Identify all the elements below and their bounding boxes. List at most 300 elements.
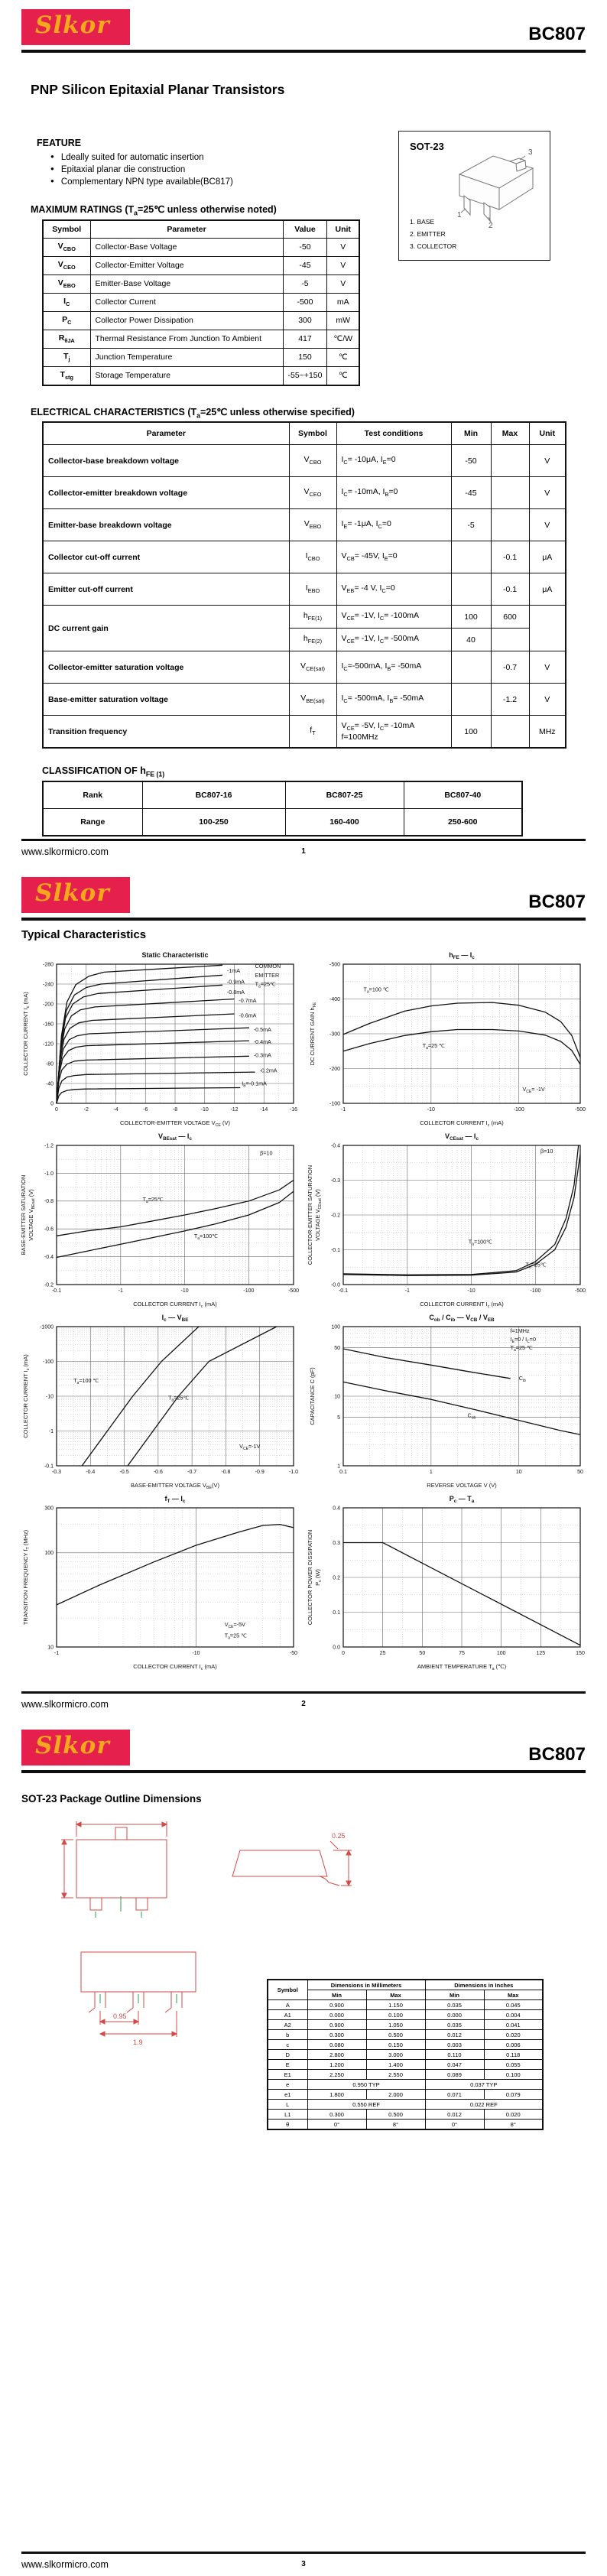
svg-text:Ta=100℃: $T_a=100℃$ bbox=[468, 1238, 493, 1247]
pin-2-label: 2. EMITTER bbox=[410, 229, 446, 238]
svg-text:Ta=25 ℃: $T_a=25$ ℃ bbox=[510, 1343, 534, 1353]
datasheet-page-1 bbox=[0, 0, 607, 868]
svg-text:-16: -16 bbox=[289, 1107, 298, 1113]
table-cell: 0.089 bbox=[425, 2070, 484, 2080]
footer-page-number: 2 bbox=[301, 1700, 306, 1708]
slkor-logo: Slkor bbox=[21, 877, 130, 913]
svg-text:-0.6: -0.6 bbox=[44, 1226, 54, 1233]
svg-text:-1mA: -1mA bbox=[226, 967, 240, 975]
table-cell: A bbox=[268, 2000, 307, 2010]
svg-text:-0.7: -0.7 bbox=[187, 1470, 197, 1475]
table-header-cell: Rank bbox=[43, 781, 142, 809]
table-cell: 0.020 bbox=[484, 2110, 543, 2120]
svg-text:VBEsat — Ic: $V_{BEsat}$ — $I_c$ bbox=[158, 1132, 192, 1142]
table-cell: 0.300 bbox=[307, 2110, 366, 2120]
svg-text:β=10: β=10 bbox=[540, 1148, 553, 1155]
svg-text:-1.0: -1.0 bbox=[44, 1171, 54, 1177]
table-cell: 0.037 TYP bbox=[425, 2080, 543, 2090]
table-cell bbox=[491, 445, 529, 477]
table-cell: 2.250 bbox=[307, 2070, 366, 2080]
table-cell: -50 bbox=[283, 238, 327, 256]
svg-text:100: 100 bbox=[331, 1324, 340, 1330]
svg-text:COLLECTOR CURRENT Ic (mA): COLLECTOR CURRENT $I_c$ (mA) bbox=[22, 1354, 31, 1438]
header-rule bbox=[21, 50, 586, 53]
pin-1-label: 1. BASE bbox=[410, 217, 435, 226]
table-cell: E bbox=[268, 2060, 307, 2070]
table-cell: Collector-Emitter Voltage bbox=[90, 256, 283, 274]
table-cell: V bbox=[327, 256, 359, 274]
table-cell: Collector Current bbox=[90, 293, 283, 311]
typical-characteristics-heading: Typical Characteristics bbox=[21, 928, 147, 941]
table-cell: $P_C$ bbox=[43, 311, 90, 330]
svg-text:Ta=100 ℃: $T_a=100$ ℃ bbox=[73, 1376, 99, 1385]
svg-text:VCE=-5V: $V_{CE}=-5V$ bbox=[224, 1621, 245, 1630]
table-cell: 0.012 bbox=[425, 2110, 484, 2120]
svg-text:-0.4: -0.4 bbox=[330, 1143, 340, 1149]
table-cell: e bbox=[268, 2080, 307, 2090]
svg-text:-500: -500 bbox=[574, 1107, 586, 1113]
table-cell: -0.1 bbox=[491, 541, 529, 573]
table-header-cell: BC807-16 bbox=[142, 781, 285, 809]
table-cell: $R_{\theta JA}$ bbox=[43, 330, 90, 348]
table-cell bbox=[529, 606, 566, 651]
table-cell: 1.400 bbox=[366, 2060, 425, 2070]
table-cell: 0.150 bbox=[366, 2040, 425, 2050]
table-cell: 0.550 REF bbox=[307, 2100, 425, 2110]
table-cell: 1.800 bbox=[307, 2090, 366, 2100]
svg-text:125: 125 bbox=[536, 1651, 546, 1656]
table-cell: 40 bbox=[451, 629, 491, 651]
pin-assignment bbox=[410, 216, 456, 252]
table-cell: 100 bbox=[451, 606, 491, 629]
table-cell: 0.950 TYP bbox=[307, 2080, 425, 2090]
table-cell: 1.150 bbox=[366, 2000, 425, 2010]
table-cell: -0.7 bbox=[491, 651, 529, 684]
chart-capacitance-vs-voltage bbox=[305, 1310, 589, 1491]
table-cell: $V_{CE}= -1V$, $I_C= -500mA$ bbox=[336, 629, 451, 651]
table-cell: $I_C= -500mA$, $I_B= -50mA$ bbox=[336, 684, 451, 716]
svg-text:COLLECTOR CURRENT Ic (mA): COLLECTOR CURRENT $I_c$ (mA) bbox=[420, 1301, 504, 1309]
table-cell: L bbox=[268, 2100, 307, 2110]
svg-text:-6: -6 bbox=[143, 1107, 148, 1113]
table-cell: 0.003 bbox=[425, 2040, 484, 2050]
svg-text:AMBIENT TEMPERATURE Ta (℃): AMBIENT TEMPERATURE $T_a$ (℃) bbox=[417, 1663, 507, 1671]
svg-text:-0.4mA: -0.4mA bbox=[253, 1038, 271, 1045]
chart-hfe-vs-ic bbox=[305, 947, 589, 1129]
package-box bbox=[398, 131, 550, 261]
svg-text:-100: -100 bbox=[42, 1359, 54, 1365]
table-cell: 0.045 bbox=[484, 2000, 543, 2010]
svg-text:COLLECTOR POWER DISSIPATION: COLLECTOR POWER DISSIPATION bbox=[307, 1529, 313, 1626]
svg-text:Ta=100 ℃: $T_a=100$ ℃ bbox=[363, 986, 389, 995]
table-cell: 100-250 bbox=[142, 808, 285, 836]
table-header-cell: Dimensions in Millimeters bbox=[307, 1980, 425, 1990]
footer-page-number: 1 bbox=[301, 847, 306, 856]
svg-text:COLLECTOR CURRENT Ic (mA): COLLECTOR CURRENT $I_c$ (mA) bbox=[133, 1663, 217, 1671]
svg-text:-0.1: -0.1 bbox=[330, 1247, 340, 1253]
table-cell: 0.900 bbox=[307, 2000, 366, 2010]
svg-text:-12: -12 bbox=[230, 1107, 239, 1113]
svg-text:0: 0 bbox=[55, 1107, 58, 1113]
svg-text:-120: -120 bbox=[42, 1041, 54, 1048]
svg-text:-240: -240 bbox=[42, 982, 54, 988]
table-cell: -0.1 bbox=[491, 573, 529, 606]
svg-text:-0.9: -0.9 bbox=[255, 1470, 265, 1475]
svg-text:-1.2: -1.2 bbox=[44, 1143, 54, 1149]
table-cell: 0.110 bbox=[425, 2050, 484, 2060]
table-cell: 0.300 bbox=[307, 2030, 366, 2040]
svg-text:BASE-EMITTER SATURATION: BASE-EMITTER SATURATION bbox=[20, 1174, 27, 1256]
table-cell: A2 bbox=[268, 2020, 307, 2030]
svg-text:VOLTAGE VCEsat (V): VOLTAGE $V_{CEsat}$ (V) bbox=[314, 1189, 323, 1241]
svg-text:TRANSITION FREQUENCY fT (M: TRANSITION FREQUENCY $f_T$ (MHz) bbox=[22, 1529, 31, 1626]
table-cell: -45 bbox=[451, 477, 491, 509]
table-cell: 0.020 bbox=[484, 2030, 543, 2040]
chart-pc-vs-ta bbox=[305, 1491, 589, 1672]
table-cell: V bbox=[529, 477, 566, 509]
table-cell bbox=[451, 541, 491, 573]
svg-text:Ta=25℃: $T_a=25℃$ bbox=[255, 980, 277, 989]
table-cell: 0.900 bbox=[307, 2020, 366, 2030]
svg-text:-1: -1 bbox=[54, 1651, 60, 1656]
table-header-cell: Unit bbox=[327, 220, 359, 239]
svg-text:COLLECTOR CURRENT Ic (mA): COLLECTOR CURRENT $I_c$ (mA) bbox=[420, 1119, 504, 1128]
table-cell: $V_{CE}= -1V$, $I_C= -100mA$ bbox=[336, 606, 451, 629]
table-cell: Collector Power Dissipation bbox=[90, 311, 283, 330]
table-cell: 2.550 bbox=[366, 2070, 425, 2080]
table-header-cell: Max bbox=[491, 422, 529, 445]
table-cell: Storage Temperature bbox=[90, 366, 283, 385]
svg-text:-2: -2 bbox=[83, 1107, 89, 1113]
svg-text:-200: -200 bbox=[42, 1002, 54, 1008]
table-cell: $T_j$ bbox=[43, 348, 90, 366]
svg-text:IB=-0.1mA: $I_B=-0.1mA$ bbox=[242, 1080, 267, 1089]
table-cell bbox=[491, 509, 529, 541]
svg-text:Cob / Cib — VCB / VEB: $C_{ob} / C_{ib}$ — $V_{CB} / V_{EB}$ bbox=[429, 1314, 495, 1323]
page-header bbox=[21, 1720, 586, 1773]
pin-3-label: 3. COLLECTOR bbox=[410, 242, 457, 250]
svg-text:Cib: $C_{ib}$ bbox=[518, 1375, 526, 1384]
table-cell: V bbox=[327, 274, 359, 293]
table-cell: 300 bbox=[283, 311, 327, 330]
svg-text:DC CURRENT GAIN hFE: DC CURRENT GAIN $h_{FE}$ bbox=[309, 1002, 317, 1066]
table-cell: 1.050 bbox=[366, 2020, 425, 2030]
table-header-cell: Unit bbox=[529, 422, 566, 445]
svg-text:-10: -10 bbox=[45, 1394, 54, 1400]
table-cell: 100 bbox=[451, 716, 491, 749]
feature-item: ● Epitaxial planar die construction bbox=[50, 165, 607, 174]
table-cell: $V_{CEO}$ bbox=[289, 477, 336, 509]
svg-text:COMMON: COMMON bbox=[255, 963, 281, 970]
svg-text:1: 1 bbox=[337, 1463, 340, 1470]
header-rule bbox=[21, 1770, 586, 1773]
svg-text:-1: -1 bbox=[48, 1428, 54, 1434]
table-header-cell: Dimensions in Inches bbox=[425, 1980, 543, 1990]
table-cell: $I_C=-500mA$, $I_B= -50mA$ bbox=[336, 651, 451, 684]
table-cell: e1 bbox=[268, 2090, 307, 2100]
table-header-cell: Min bbox=[451, 422, 491, 445]
table-cell: V bbox=[529, 509, 566, 541]
table-cell: 0.000 bbox=[307, 2010, 366, 2020]
page-footer bbox=[21, 2552, 586, 2571]
svg-text:-0.3: -0.3 bbox=[51, 1470, 62, 1475]
svg-text:VCE= -1V: $V_{CE}= -1V$ bbox=[522, 1086, 545, 1095]
svg-text:Ic — VBE: $I_c$ — $V_{BE}$ bbox=[161, 1314, 189, 1323]
svg-text:0: 0 bbox=[50, 1101, 54, 1107]
table-cell: Collector-Base Voltage bbox=[90, 238, 283, 256]
table-cell: Collector-base breakdown voltage bbox=[43, 445, 289, 477]
table-cell: V bbox=[529, 651, 566, 684]
table-cell: Thermal Resistance From Junction To Ambient bbox=[90, 330, 283, 348]
svg-text:-10: -10 bbox=[192, 1651, 200, 1656]
table-cell: 0.055 bbox=[484, 2060, 543, 2070]
footer-page-number: 3 bbox=[301, 2560, 306, 2568]
table-cell: $V_{CEO}$ bbox=[43, 256, 90, 274]
table-cell: 417 bbox=[283, 330, 327, 348]
table-cell: $I_C= -10\mu A$, $I_E=0$ bbox=[336, 445, 451, 477]
table-cell: V bbox=[529, 445, 566, 477]
table-cell: DC current gain bbox=[43, 606, 289, 651]
chart-ft-vs-ic bbox=[18, 1491, 303, 1672]
svg-text:150: 150 bbox=[576, 1651, 585, 1656]
footer-url: www.slkormicro.com bbox=[21, 846, 109, 857]
table-cell bbox=[451, 651, 491, 684]
svg-text:50: 50 bbox=[419, 1651, 426, 1656]
table-header-cell: Test conditions bbox=[336, 422, 451, 445]
table-cell: $I_C$ bbox=[43, 293, 90, 311]
table-cell: 0.071 bbox=[425, 2090, 484, 2100]
table-cell: Collector cut-off current bbox=[43, 541, 289, 573]
svg-text:-14: -14 bbox=[260, 1107, 268, 1113]
svg-text:50: 50 bbox=[577, 1470, 583, 1475]
svg-text:-0.2: -0.2 bbox=[44, 1282, 54, 1288]
svg-text:VCE=-1V: $V_{CE}=-1V$ bbox=[239, 1443, 261, 1452]
package-name: SOT-23 bbox=[410, 141, 444, 152]
table-cell: 600 bbox=[491, 606, 529, 629]
svg-text:Ta=25℃: $T_a=25℃$ bbox=[525, 1261, 547, 1270]
svg-text:-100: -100 bbox=[513, 1107, 524, 1113]
svg-text:-4: -4 bbox=[113, 1107, 118, 1113]
classification-heading: CLASSIFICATION OF $h_{FE (1)}$ bbox=[42, 765, 165, 778]
table-header-cell: Min bbox=[425, 1990, 484, 2000]
svg-text:Ta=25℃: $T_a=25℃$ bbox=[142, 1195, 164, 1204]
svg-text:-1000: -1000 bbox=[40, 1324, 54, 1330]
table-cell: 250-600 bbox=[404, 808, 522, 836]
table-cell: $V_{EBO}$ bbox=[43, 274, 90, 293]
pin-number-3: 3 bbox=[528, 148, 533, 157]
table-cell: $f_T$ bbox=[289, 716, 336, 749]
table-cell: b bbox=[268, 2030, 307, 2040]
table-header-cell: Parameter bbox=[43, 422, 289, 445]
table-cell: 0.000 bbox=[425, 2010, 484, 2020]
svg-text:100: 100 bbox=[44, 1551, 54, 1557]
part-number: BC807 bbox=[528, 1744, 586, 1765]
svg-text:100: 100 bbox=[496, 1651, 506, 1656]
svg-text:-0.1: -0.1 bbox=[338, 1288, 349, 1294]
svg-text:hFE — Ic: $h_{FE}$ — $I_c$ bbox=[449, 951, 475, 960]
svg-text:-0.8: -0.8 bbox=[221, 1470, 231, 1475]
svg-text:-40: -40 bbox=[45, 1081, 54, 1087]
table-cell: L1 bbox=[268, 2110, 307, 2120]
svg-text:10: 10 bbox=[334, 1394, 340, 1400]
table-cell: E1 bbox=[268, 2070, 307, 2080]
table-header-cell: Symbol bbox=[43, 220, 90, 239]
table-cell: 0.100 bbox=[484, 2070, 543, 2080]
table-cell: 150 bbox=[283, 348, 327, 366]
svg-text:COLLECTOR-EMITTER SATURATION: COLLECTOR-EMITTER SATURATION bbox=[307, 1165, 313, 1265]
slkor-logo: Slkor bbox=[21, 1730, 130, 1766]
svg-text:-200: -200 bbox=[329, 1066, 340, 1072]
dimensions-table bbox=[267, 1979, 544, 2130]
feature-item: ● Complementary NPN type available(BC817) bbox=[50, 177, 607, 187]
table-cell: 0.047 bbox=[425, 2060, 484, 2070]
svg-text:Ta=25 ℃: $T_a=25$ ℃ bbox=[422, 1042, 446, 1051]
svg-text:-0.2: -0.2 bbox=[330, 1213, 340, 1219]
svg-text:0.2: 0.2 bbox=[333, 1575, 340, 1581]
svg-text:-500: -500 bbox=[329, 962, 340, 968]
svg-text:5: 5 bbox=[337, 1415, 340, 1421]
svg-text:-0.9mA: -0.9mA bbox=[226, 978, 245, 986]
table-cell bbox=[491, 716, 529, 749]
document-title: PNP Silicon Epitaxial Planar Transistors bbox=[31, 82, 285, 97]
table-cell: 0.100 bbox=[366, 2010, 425, 2020]
slkor-logo: Slkor bbox=[21, 9, 130, 45]
table-cell: ℃/W bbox=[327, 330, 359, 348]
lead-radius-label: 0.25 bbox=[332, 1832, 346, 1840]
table-cell: -5 bbox=[283, 274, 327, 293]
svg-text:-10: -10 bbox=[180, 1288, 189, 1294]
svg-text:75: 75 bbox=[459, 1651, 465, 1656]
svg-text:-8: -8 bbox=[172, 1107, 178, 1113]
svg-text:β=10: β=10 bbox=[260, 1149, 273, 1157]
svg-text:-10: -10 bbox=[427, 1107, 435, 1113]
electrical-characteristics-table bbox=[42, 421, 607, 749]
table-cell: $V_{CE}= -5V$, $I_C= -10mA$ f=100MHz bbox=[336, 716, 451, 749]
svg-text:0.0: 0.0 bbox=[333, 1645, 340, 1651]
svg-text:Ta=25 ℃: $T_a=25$ ℃ bbox=[224, 1632, 248, 1641]
table-header-cell: Symbol bbox=[268, 1980, 307, 2000]
svg-text:-1: -1 bbox=[404, 1288, 410, 1294]
chart-vbesat-vs-ic bbox=[18, 1129, 303, 1310]
table-cell: V bbox=[529, 684, 566, 716]
page-footer bbox=[21, 1691, 586, 1711]
table-cell: 0.006 bbox=[484, 2040, 543, 2050]
svg-text:0.1: 0.1 bbox=[339, 1470, 347, 1475]
table-cell: mA bbox=[327, 293, 359, 311]
table-cell: μA bbox=[529, 541, 566, 573]
table-cell: 0.035 bbox=[425, 2000, 484, 2010]
table-cell: $V_{CB}= -45V$, $I_E=0$ bbox=[336, 541, 451, 573]
datasheet-page-3 bbox=[0, 1720, 607, 2576]
svg-text:-1: -1 bbox=[340, 1107, 346, 1113]
svg-text:-0.6: -0.6 bbox=[153, 1470, 163, 1475]
table-cell: Junction Temperature bbox=[90, 348, 283, 366]
max-ratings-heading: MAXIMUM RATINGS ($T_a=25℃$ unless otherwise noted) bbox=[31, 204, 277, 217]
chart-ic-vs-vbe bbox=[18, 1310, 303, 1491]
svg-text:-500: -500 bbox=[574, 1288, 586, 1294]
svg-text:-0.8: -0.8 bbox=[44, 1199, 54, 1205]
table-cell: Emitter-Base Voltage bbox=[90, 274, 283, 293]
chart-static-characteristic bbox=[18, 947, 303, 1129]
charts-grid bbox=[18, 947, 607, 1672]
lead-span-label: 1.9 bbox=[133, 2038, 143, 2046]
svg-text:-100: -100 bbox=[329, 1101, 340, 1107]
svg-text:0.4: 0.4 bbox=[333, 1506, 340, 1512]
svg-text:0: 0 bbox=[342, 1651, 345, 1656]
table-cell: $I_{EBO}$ bbox=[289, 573, 336, 606]
svg-text:10: 10 bbox=[515, 1470, 522, 1475]
table-cell: 2.800 bbox=[307, 2050, 366, 2060]
electrical-characteristics-heading: ELECTRICAL CHARACTERISTICS ($T_a=25℃$ unless otherwise specified) bbox=[31, 406, 355, 419]
table-cell: μA bbox=[529, 573, 566, 606]
svg-text:-160: -160 bbox=[42, 1022, 54, 1028]
table-cell: 3.000 bbox=[366, 2050, 425, 2060]
table-header-cell: BC807-40 bbox=[404, 781, 522, 809]
table-header-cell: Value bbox=[283, 220, 327, 239]
feature-heading: FEATURE bbox=[37, 138, 82, 148]
page-footer bbox=[21, 839, 586, 859]
table-cell: 0.012 bbox=[425, 2030, 484, 2040]
table-cell: 8° bbox=[484, 2120, 543, 2130]
table-cell: MHz bbox=[529, 716, 566, 749]
svg-text:f=1MHz: f=1MHz bbox=[510, 1327, 530, 1334]
table-cell: $h_{FE(2)}$ bbox=[289, 629, 336, 651]
svg-text:-500: -500 bbox=[287, 1288, 300, 1294]
chart-vcesat-vs-ic bbox=[305, 1129, 589, 1310]
svg-text:Cob: $C_{ob}$ bbox=[467, 1411, 476, 1421]
svg-text:Pc — Ta: $P_c$ — $T_a$ bbox=[449, 1495, 475, 1504]
svg-text:Ta=100℃: $T_a=100℃$ bbox=[193, 1233, 219, 1242]
table-cell: 2.000 bbox=[366, 2090, 425, 2100]
svg-text:-0.8mA: -0.8mA bbox=[226, 989, 245, 996]
svg-text:50: 50 bbox=[334, 1345, 340, 1351]
table-cell: 0° bbox=[307, 2120, 366, 2130]
table-cell: 0° bbox=[425, 2120, 484, 2130]
table-cell: mW bbox=[327, 311, 359, 330]
table-cell: 0.080 bbox=[307, 2040, 366, 2050]
table-cell: 0.041 bbox=[484, 2020, 543, 2030]
front-view-body bbox=[81, 1952, 196, 1992]
table-cell: $V_{CBO}$ bbox=[43, 238, 90, 256]
svg-text:-0.4: -0.4 bbox=[44, 1255, 54, 1260]
table-cell: Transition frequency bbox=[43, 716, 289, 749]
svg-text:-1: -1 bbox=[118, 1288, 123, 1294]
table-cell: -55~+150 bbox=[283, 366, 327, 385]
svg-text:EMITTER: EMITTER bbox=[255, 971, 280, 979]
table-cell: 160-400 bbox=[285, 808, 404, 836]
feature-item: ● Ldeally suited for automatic insertion bbox=[50, 153, 607, 162]
table-header-cell: BC807-25 bbox=[285, 781, 404, 809]
svg-text:10: 10 bbox=[47, 1645, 54, 1651]
svg-text:COLLECTOR CURRENT Ic (mA): COLLECTOR CURRENT $I_c$ (mA) bbox=[133, 1301, 217, 1309]
svg-text:300: 300 bbox=[44, 1506, 54, 1512]
table-cell: Range bbox=[43, 808, 142, 836]
svg-text:Ta=25℃: $T_a=25℃$ bbox=[168, 1394, 190, 1403]
svg-text:0.1: 0.1 bbox=[333, 1610, 340, 1616]
svg-text:-0.3mA: -0.3mA bbox=[253, 1051, 271, 1059]
table-cell: $I_E= -1\mu A$, $I_C=0$ bbox=[336, 509, 451, 541]
pin-number-2: 2 bbox=[489, 222, 493, 229]
table-cell: -5 bbox=[451, 509, 491, 541]
svg-text:-0.5mA: -0.5mA bbox=[253, 1025, 271, 1033]
table-cell: -45 bbox=[283, 256, 327, 274]
table-cell: $V_{BE(sat)}$ bbox=[289, 684, 336, 716]
table-cell: 0.500 bbox=[366, 2030, 425, 2040]
table-header-cell: Max bbox=[484, 1990, 543, 2000]
svg-text:1: 1 bbox=[429, 1470, 433, 1475]
table-header-cell: Parameter bbox=[90, 220, 283, 239]
datasheet-page-2 bbox=[0, 868, 607, 1720]
